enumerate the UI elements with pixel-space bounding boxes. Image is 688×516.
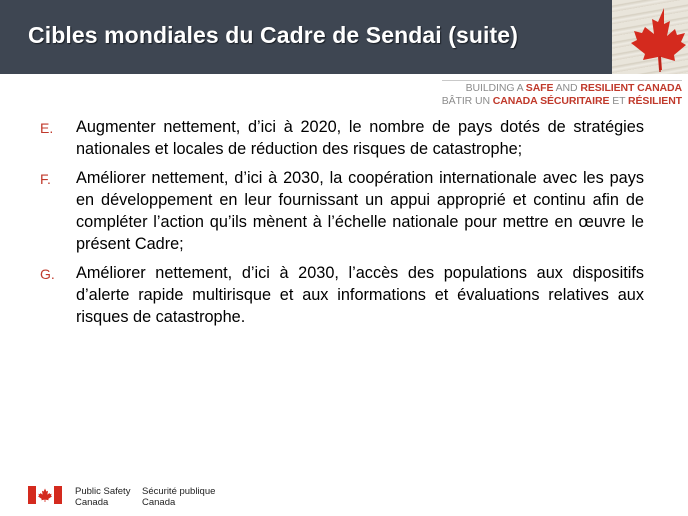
list-item-text: Augmenter nettement, d’ici à 2020, le nombre de pays dotés de stratégies nationales et locales de réduction des risques de catastrophe; xyxy=(76,118,644,158)
tagline-fr-resilient: RÉSILIENT xyxy=(628,95,682,107)
footer-fr-line2: Canada xyxy=(142,497,176,508)
target-list xyxy=(40,116,644,335)
footer-en-line2: Canada xyxy=(75,497,109,508)
maple-leaf-icon xyxy=(612,0,688,74)
tagline-en-pre: BUILDING A xyxy=(465,82,526,94)
tagline-fr-pre: BÂTIR UN xyxy=(441,95,493,107)
tagline-en-safe: SAFE xyxy=(525,82,554,94)
title-bar xyxy=(0,0,612,74)
canada-flag-icon xyxy=(28,486,62,509)
list-item xyxy=(40,167,644,255)
tagline-french xyxy=(442,95,682,108)
slide-title: Cibles mondiales du Cadre de Sendai (suite) xyxy=(28,22,518,48)
maple-leaf-image xyxy=(612,0,688,74)
list-marker: F. xyxy=(40,171,51,187)
footer-fr-line1: Sécurité publique xyxy=(142,486,216,497)
list-item-text: Améliorer nettement, d’ici à 2030, la coopération internationale avec les pays en développement en leur fournissant un appui approprié et continu afin de compléter l’action qu’ils mènent à l’échelle nationale pour mettre en œuvre le présent Cadre; xyxy=(76,169,644,253)
list-item-text: Améliorer nettement, d’ici à 2030, l’accès des populations aux dispositifs d’alerte rapide multirisque et aux informations et évaluations relatives aux risques de catastrophe. xyxy=(76,264,644,326)
list-item xyxy=(40,262,644,328)
footer-en-line1: Public Safety xyxy=(75,486,131,497)
footer-english xyxy=(75,486,130,508)
tagline-english xyxy=(442,80,682,95)
footer-french xyxy=(142,486,215,508)
list-item xyxy=(40,116,644,160)
tagline-fr-et: ET xyxy=(609,95,629,107)
list-marker: E. xyxy=(40,120,54,136)
tagline xyxy=(442,80,682,108)
tagline-en-and: AND xyxy=(553,82,581,94)
tagline-fr-canada: CANADA SÉCURITAIRE xyxy=(492,95,610,107)
tagline-en-resilient: RESILIENT CANADA xyxy=(580,82,682,94)
list-marker: G. xyxy=(40,266,55,282)
